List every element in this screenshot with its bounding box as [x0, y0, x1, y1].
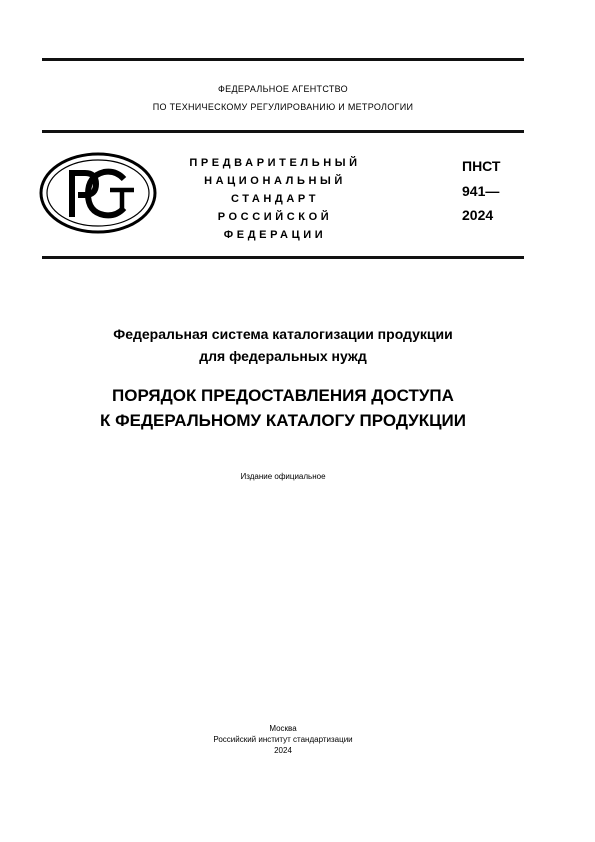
- standard-number: 941—: [462, 183, 500, 199]
- standard-code: ПНСТ: [462, 158, 501, 174]
- top-rule: [42, 58, 524, 61]
- footer-publisher: Российский институт стандартизации: [213, 735, 353, 744]
- document-subtitle-line-1: Федеральная система каталогизации продукции: [113, 326, 453, 342]
- footer-city: Москва: [269, 724, 297, 733]
- standard-type-line-5: ФЕДЕРАЦИИ: [223, 229, 327, 241]
- standard-year: 2024: [462, 207, 494, 223]
- document-subtitle-line-2: для федеральных нужд: [199, 348, 367, 364]
- edition-label: Издание официальное: [240, 472, 326, 481]
- standard-type-line-4: РОССИЙСКОЙ: [217, 211, 333, 223]
- standard-type-line-1: ПРЕДВАРИТЕЛЬНЫЙ: [189, 157, 361, 169]
- standard-type-line-2: НАЦИОНАЛЬНЫЙ: [204, 175, 346, 187]
- standard-type-line-3: СТАНДАРТ: [230, 193, 320, 205]
- rst-logo-icon: [38, 151, 158, 235]
- agency-line-1: ФЕДЕРАЛЬНОЕ АГЕНТСТВО: [218, 84, 348, 94]
- header-bottom-rule: [42, 256, 524, 259]
- header-rule: [42, 130, 524, 133]
- document-title-line-2: К ФЕДЕРАЛЬНОМУ КАТАЛОГУ ПРОДУКЦИИ: [100, 411, 466, 430]
- document-title-line-1: ПОРЯДОК ПРЕДОСТАВЛЕНИЯ ДОСТУПА: [112, 386, 454, 405]
- agency-line-2: ПО ТЕХНИЧЕСКОМУ РЕГУЛИРОВАНИЮ И МЕТРОЛОГИИ: [152, 102, 414, 112]
- footer-year: 2024: [274, 746, 292, 755]
